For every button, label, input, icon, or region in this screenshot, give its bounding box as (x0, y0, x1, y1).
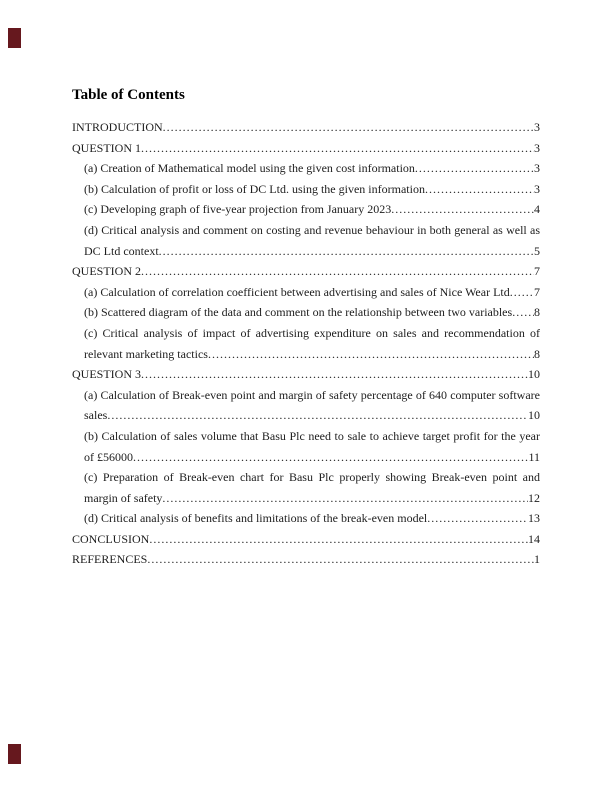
dot-leader (141, 364, 528, 385)
toc-entry-label: REFERENCES (72, 552, 148, 567)
toc-entry-label: relevant marketing tactics (84, 346, 208, 361)
dot-leader (427, 508, 528, 529)
toc-entry-label: of £56000 (84, 449, 133, 464)
toc-entry-page-number: 10 (528, 367, 540, 382)
dot-leader (510, 282, 534, 303)
toc-entry-label: margin of safety (84, 490, 163, 505)
dot-leader (107, 405, 528, 426)
page-title: Table of Contents (72, 87, 185, 103)
toc-entry-label: DC Ltd context (84, 243, 159, 258)
toc-entry[interactable] (72, 302, 540, 323)
toc-entry-label: sales (84, 408, 108, 423)
toc-entry-wrapped-text: (c) Preparation of Break-even chart for Basu Plc properly showing Break-even point and (84, 470, 540, 485)
toc-entry-wrapped-text: (a) Calculation of Break-even point and margin of safety percentage of 640 computer software (84, 387, 540, 402)
toc-entry-label: CONCLUSION (72, 531, 150, 546)
toc-entry-wrapped-text: (d) Critical analysis and comment on costing and revenue behaviour in both general as well as (84, 222, 540, 237)
toc-entry[interactable] (72, 282, 540, 303)
toc-entry[interactable] (72, 508, 540, 529)
dot-leader (141, 138, 534, 159)
toc-entry-page-number: 3 (534, 181, 540, 196)
corner-bookmark-top-icon (8, 28, 21, 48)
toc-entry[interactable] (72, 323, 540, 364)
toc-entry[interactable] (72, 467, 540, 508)
toc-entry-page-number: 8 (534, 346, 540, 361)
toc-entry-page-number: 12 (528, 490, 540, 505)
toc-entry[interactable] (72, 426, 540, 467)
dot-leader (133, 447, 528, 468)
toc-entry-page-number: 14 (528, 531, 540, 546)
toc-entry-page-number: 8 (534, 305, 540, 320)
toc-entry-page-number: 10 (528, 408, 540, 423)
dot-leader (391, 199, 534, 220)
dot-leader (163, 117, 534, 138)
dot-leader (147, 549, 534, 570)
toc-entry-page-number: 7 (534, 284, 540, 299)
toc-entry-page-number: 3 (534, 140, 540, 155)
toc-list (72, 117, 540, 570)
toc-entry-label: (b) Calculation of profit or loss of DC Ltd. using the given information (84, 181, 425, 196)
dot-leader (415, 158, 534, 179)
dot-leader (141, 261, 534, 282)
toc-entry-wrapped-text: (c) Critical analysis of impact of advertising expenditure on sales and recommendation of (84, 325, 540, 340)
toc-entry-page-number: 4 (534, 202, 540, 217)
dot-leader (425, 179, 534, 200)
toc-entry-label: QUESTION 1 (72, 140, 141, 155)
toc-entry[interactable] (72, 261, 540, 282)
toc-entry-page-number: 13 (528, 511, 540, 526)
toc-entry-label: (a) Creation of Mathematical model using the given cost information (84, 161, 415, 176)
toc-entry-wrapped-text: (b) Calculation of sales volume that Basu Plc need to sale to achieve target profit for the year (84, 428, 540, 443)
dot-leader (149, 529, 528, 550)
toc-entry-label: INTRODUCTION (72, 120, 163, 134)
toc-entry[interactable] (72, 549, 540, 570)
toc-entry-page-number: 3 (534, 161, 540, 176)
dot-leader (208, 344, 534, 365)
dot-leader (512, 302, 534, 323)
toc-entry[interactable] (72, 199, 540, 220)
toc-entry-page-number: 3 (534, 120, 540, 134)
toc-entry-page-number: 5 (534, 243, 540, 258)
toc-entry[interactable] (72, 529, 540, 550)
dot-leader (159, 241, 534, 262)
dot-leader (162, 488, 528, 509)
toc-entry-label: QUESTION 2 (72, 264, 141, 279)
toc-entry[interactable] (72, 179, 540, 200)
corner-bookmark-bottom-icon (8, 744, 21, 764)
toc-entry-label: QUESTION 3 (72, 367, 141, 382)
toc-entry-label: (b) Scattered diagram of the data and comment on the relationship between two variables (84, 305, 513, 320)
toc-entry-page-number: 7 (534, 264, 540, 279)
toc-entry[interactable] (72, 385, 540, 426)
toc-section (72, 86, 540, 570)
toc-entry[interactable] (72, 220, 540, 261)
toc-entry-page-number: 11 (528, 449, 540, 464)
toc-entry[interactable] (72, 138, 540, 159)
toc-entry[interactable] (72, 117, 540, 138)
toc-entry-label: (c) Developing graph of five-year projection from January 2023 (84, 202, 392, 217)
toc-entry[interactable] (72, 158, 540, 179)
toc-entry[interactable] (72, 364, 540, 385)
toc-entry-page-number: 1 (534, 552, 540, 567)
toc-entry-label: (d) Critical analysis of benefits and limitations of the break-even model (84, 511, 428, 526)
toc-entry-label: (a) Calculation of correlation coefficient between advertising and sales of Nice Wear Ltd (84, 284, 510, 299)
